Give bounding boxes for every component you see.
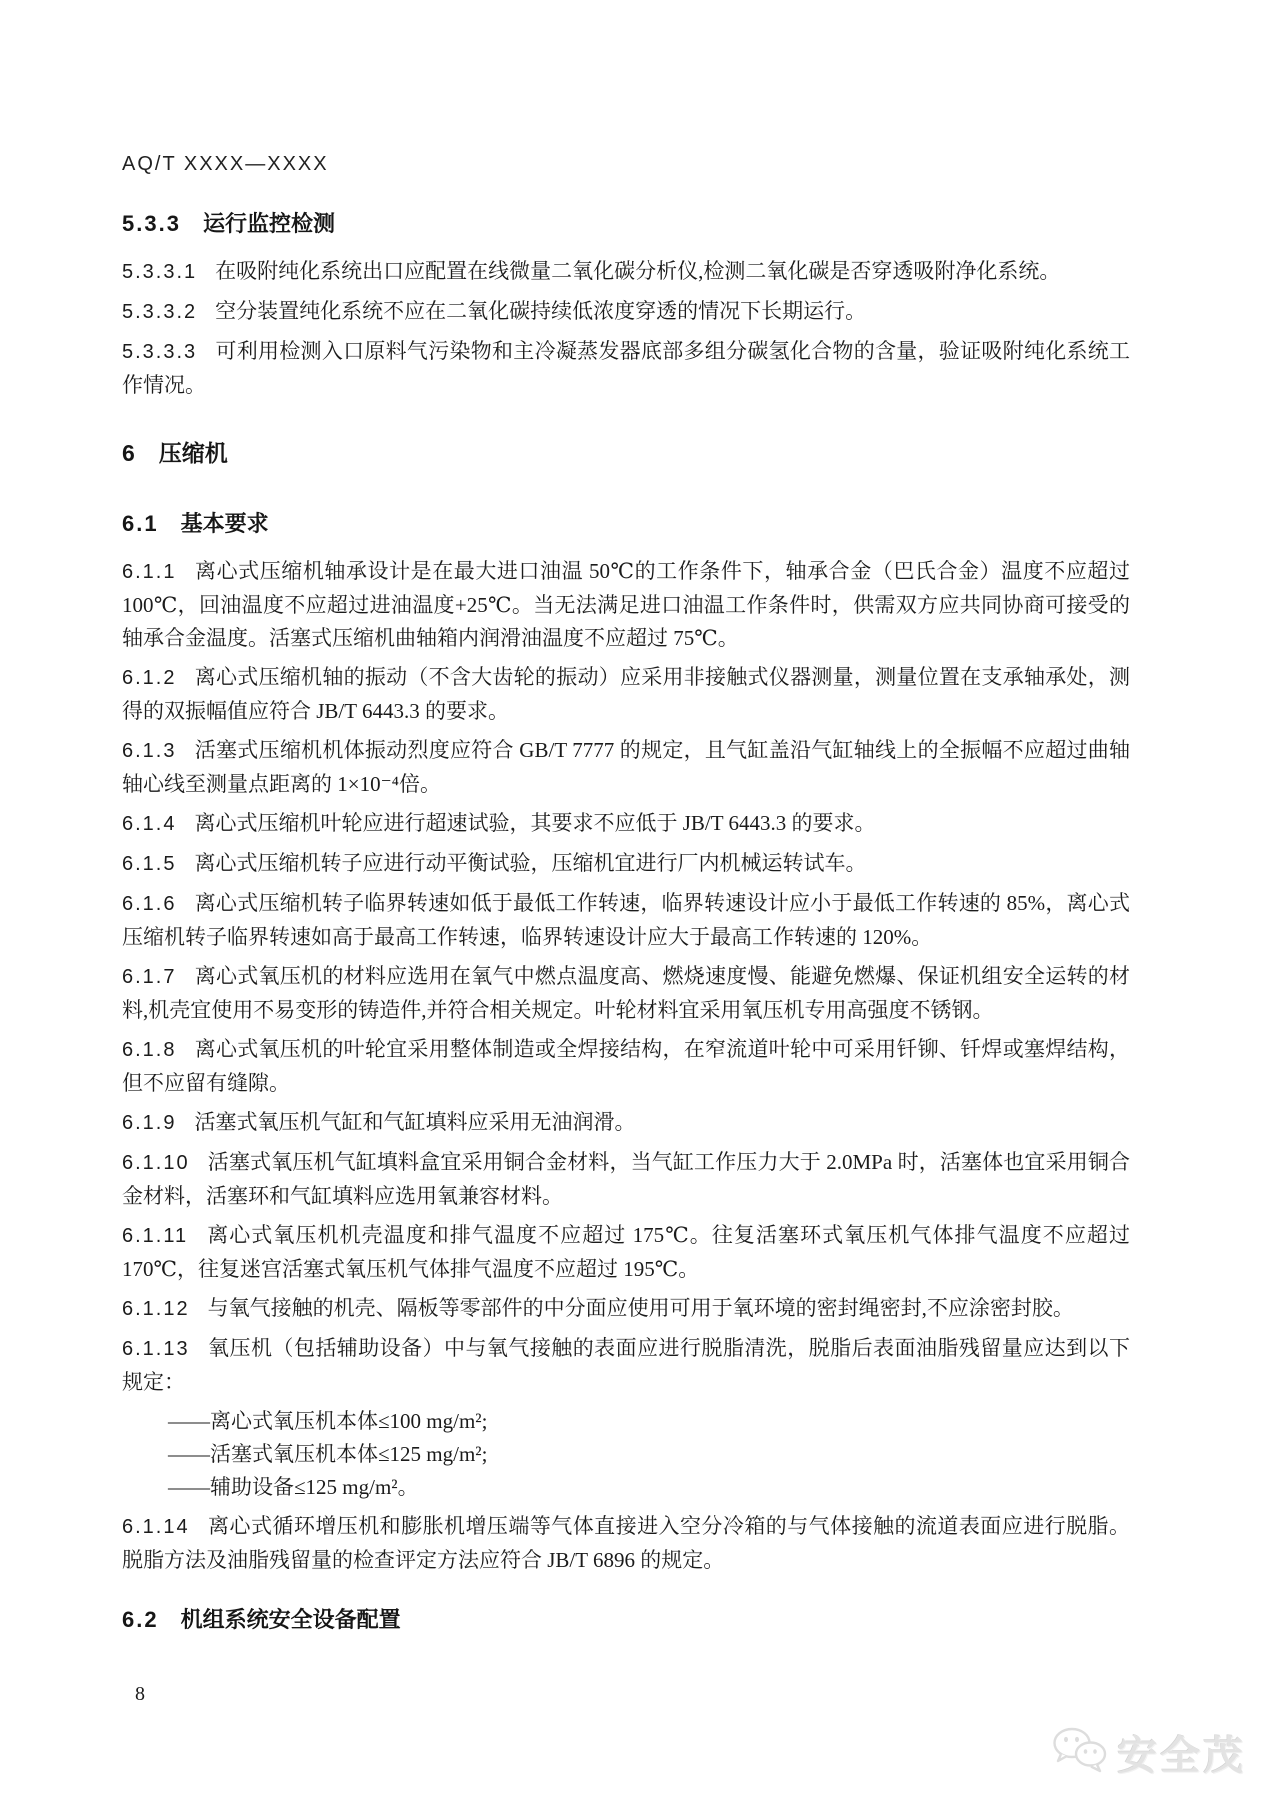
clause-text: 活塞式压缩机机体振动烈度应符合 GB/T 7777 的规定，且气缸盖沿气缸轴线上的全振幅不应超过曲轴轴心线至测量点距离的 1×10⁻⁴倍。 [122,738,1130,796]
clause-number: 6.1.1 [122,561,177,583]
clause-text: 活塞式氧压机气缸填料盒宜采用铜合金材料，当气缸工作压力大于 2.0MPa 时，活塞体也宜采用铜合金材料，活塞环和气缸填料应选用氧兼容材料。 [122,1150,1130,1208]
clause-text: 离心式压缩机转子应进行动平衡试验，压缩机宜进行厂内机械运转试车。 [194,851,867,875]
heading-5-3-3 [122,211,1130,237]
clause-number: 6.1.13 [122,1338,190,1360]
page-number: 8 [135,1683,145,1705]
clause-6-1-6 [122,887,1130,954]
clause-6-1-5 [122,847,1130,881]
clause-number: 6.1.4 [122,813,177,835]
clause-5-3-3-1 [122,255,1130,289]
clause-text: 与氧气接触的机壳、隔板等零部件的中分面应使用可用于氧环境的密封绳密封,不应涂密封胶。 [207,1296,1074,1320]
clause-number: 6.1.3 [122,740,177,762]
clause-5-3-3-2 [122,295,1130,329]
wechat-bubbles-icon [1051,1726,1109,1779]
clause-text: 在吸附纯化系统出口应配置在线微量二氧化碳分析仪,检测二氧化碳是否穿透吸附净化系统。 [215,259,1061,283]
heading-number: 6 [122,440,137,466]
heading-6-1 [122,511,1130,537]
heading-number: 6.1 [122,511,159,536]
clause-text: 离心式压缩机转子临界转速如低于最低工作转速，临界转速设计应小于最低工作转速的 85%，离心式压缩机转子临界转速如高于最高工作转速，临界转速设计应大于最高工作转速的 120%。 [122,891,1130,949]
clause-text: 氧压机（包括辅助设备）中与氧气接触的表面应进行脱脂清洗，脱脂后表面油脂残留量应达到以下规定： [122,1336,1130,1394]
list-item: ——离心式氧压机本体≤100 mg/m²; [168,1409,488,1433]
clause-6-1-14 [122,1510,1130,1577]
clause-6-1-13 [122,1332,1130,1399]
heading-number: 5.3.3 [122,211,181,236]
dash-list-6-1-13 [122,1405,1130,1504]
clause-6-1-9 [122,1106,1130,1140]
clause-text: 离心式氧压机的叶轮宜采用整体制造或全焊接结构，在窄流道叶轮中可采用钎铆、钎焊或塞焊结构，但不应留有缝隙。 [122,1037,1130,1095]
clause-6-1-2 [122,661,1130,728]
clause-number: 5.3.3.3 [122,341,198,363]
clause-text: 离心式压缩机叶轮应进行超速试验，其要求不应低于 JB/T 6443.3 的要求。 [194,811,876,835]
clause-number: 6.1.6 [122,893,177,915]
clause-6-1-1 [122,555,1130,655]
clause-6-1-7 [122,960,1130,1027]
clause-6-1-8 [122,1033,1130,1100]
clause-number: 6.1.9 [122,1112,177,1134]
heading-title: 机组系统安全设备配置 [180,1607,401,1632]
clause-text: 离心式氧压机机壳温度和排气温度不应超过 175℃。往复活塞环式氧压机气体排气温度不应超过 170℃，往复迷宫活塞式氧压机气体排气温度不应超过 195℃。 [122,1223,1130,1281]
clause-number: 5.3.3.2 [122,301,198,323]
heading-title: 压缩机 [158,440,228,466]
heading-number: 6.2 [122,1607,159,1632]
clause-number: 6.1.14 [122,1516,190,1538]
clause-6-1-3 [122,734,1130,801]
clause-number: 6.1.7 [122,966,177,988]
clause-number: 6.1.12 [122,1298,190,1320]
heading-title: 基本要求 [180,511,269,536]
heading-6-2 [122,1607,1130,1633]
clause-number: 6.1.11 [122,1225,189,1247]
clause-5-3-3-3 [122,335,1130,402]
clause-number: 6.1.2 [122,667,177,689]
clause-text: 离心式氧压机的材料应选用在氧气中燃点温度高、燃烧速度慢、能避免燃爆、保证机组安全运转的材料,机壳宜使用不易变形的铸造件,并符合相关规定。叶轮材料宜采用氧压机专用高强度不锈钢。 [122,964,1130,1022]
clause-6-1-4 [122,807,1130,841]
clause-text: 离心式循环增压机和膨胀机增压端等气体直接进入空分冷箱的与气体接触的流道表面应进行脱脂。脱脂方法及油脂残留量的检查评定方法应符合 JB/T 6896 的规定。 [122,1514,1130,1572]
clause-6-1-11 [122,1219,1130,1286]
heading-title: 运行监控检测 [202,211,335,236]
clause-text: 活塞式氧压机气缸和气缸填料应采用无油润滑。 [194,1110,636,1134]
list-item: ——活塞式氧压机本体≤125 mg/m²; [168,1442,488,1466]
watermark [1051,1724,1246,1781]
clause-text: 空分装置纯化系统不应在二氧化碳持续低浓度穿透的情况下长期运行。 [215,299,867,323]
clause-number: 5.3.3.1 [122,261,198,283]
clause-text: 离心式压缩机轴的振动（不含大齿轮的振动）应采用非接触式仪器测量，测量位置在支承轴承处，测得的双振幅值应符合 JB/T 6443.3 的要求。 [122,665,1130,723]
clause-number: 6.1.8 [122,1039,177,1061]
clause-text: 离心式压缩机轴承设计是在最大进口油温 50℃的工作条件下，轴承合金（巴氏合金）温度不应超过 100℃，回油温度不应超过进油温度+25℃。当无法满足进口油温工作条件时，供需双方应共同协商可接受的轴承合金温度。活塞式压缩机曲轴箱内润滑油温度不应超过 75℃。 [122,559,1130,650]
clause-text: 可利用检测入口原料气污染物和主冷凝蒸发器底部多组分碳氢化合物的含量，验证吸附纯化系统工作情况。 [122,339,1130,397]
list-item: ——辅助设备≤125 mg/m²。 [168,1475,419,1499]
clause-6-1-10 [122,1146,1130,1213]
heading-6 [122,439,1130,467]
clause-number: 6.1.5 [122,853,177,875]
watermark-text: 安全茂 [1117,1734,1246,1778]
doc-code: AQ/T XXXX—XXXX [122,153,329,175]
page-content [122,0,1130,1707]
clause-6-1-12 [122,1292,1130,1326]
clause-number: 6.1.10 [122,1152,190,1174]
